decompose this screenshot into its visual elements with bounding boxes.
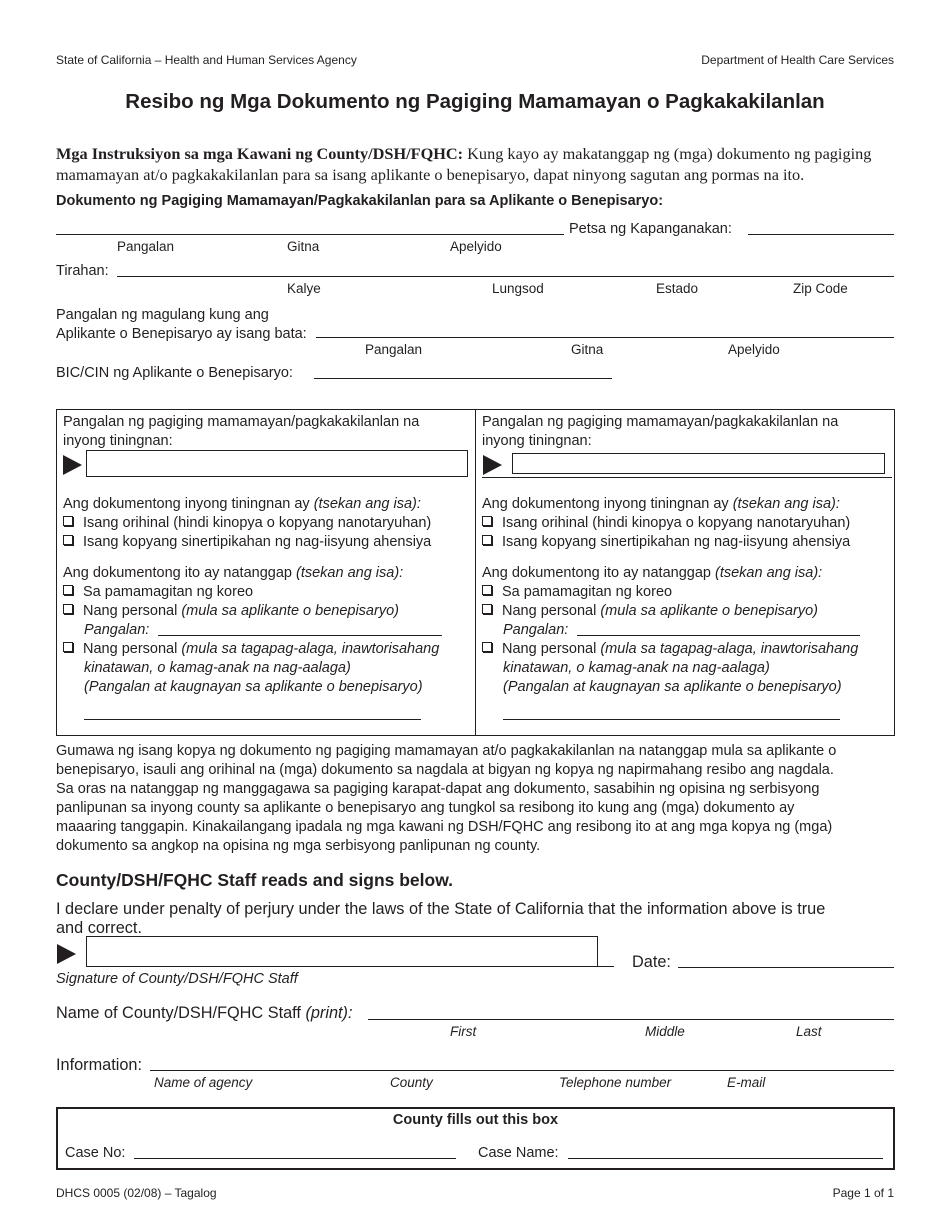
- info-sub-agency: Name of agency: [154, 1075, 253, 1090]
- personal-name-label-left: Pangalan:: [84, 622, 150, 638]
- staff-name-print: (print):: [305, 1004, 353, 1022]
- section-heading: Dokumento ng Pagiging Mamamayan/Pagkakakilanlan para sa Aplikante o Benepisaryo:: [56, 193, 664, 209]
- doc-name-label-right: [482, 413, 838, 451]
- option-personal2-right: Nang personal: [502, 641, 601, 657]
- date-label: Date:: [632, 953, 671, 971]
- case-no-field[interactable]: [134, 1158, 456, 1159]
- declaration-line-2: and correct.: [56, 919, 142, 937]
- info-sub-email: E-mail: [727, 1075, 766, 1090]
- case-name-field[interactable]: [568, 1158, 883, 1159]
- case-no-label: Case No:: [65, 1145, 126, 1161]
- instructions-text: Kung kayo ay makatanggap ng (mga) dokumento ng pagiging: [463, 144, 872, 163]
- doc-left-options: [63, 495, 439, 697]
- check-one-right: (tsekan ang isa):: [732, 496, 840, 512]
- caregiver-note-left-1: (mula sa tagapag-alaga, inawtorisahang: [181, 641, 440, 657]
- page-number: Page 1 of 1: [832, 1186, 894, 1200]
- doc-name-input-left[interactable]: [86, 450, 468, 477]
- staff-name-label: [56, 1004, 352, 1023]
- bic-label: BIC/CIN ng Aplikante o Benepisaryo:: [56, 365, 293, 381]
- checkbox-caregiver-right[interactable]: [482, 642, 492, 652]
- staff-name-sub-first: First: [450, 1024, 477, 1039]
- county-box-title: County fills out this box: [392, 1112, 559, 1128]
- doc-name-label-right-1: Pangalan ng pagiging mamamayan/pagkakakilanlan na: [482, 414, 839, 430]
- caregiver-note-right-3: (Pangalan at kaugnayan sa aplikante o benepisaryo): [503, 679, 842, 695]
- address-field[interactable]: [117, 276, 894, 277]
- bic-field[interactable]: [314, 378, 612, 379]
- doc-name-input-right[interactable]: [512, 453, 885, 474]
- viewed-prompt-right: Ang dokumentong inyong tiningnan ay: [482, 496, 733, 512]
- date-field[interactable]: [678, 967, 894, 968]
- info-sub-phone: Telephone number: [559, 1075, 672, 1090]
- staff-name-field[interactable]: [368, 1019, 894, 1020]
- address-sub-zip: Zip Code: [793, 281, 848, 296]
- staff-name-sub-middle: Middle: [645, 1024, 685, 1039]
- doc-name-label-right-2: inyong tiningnan:: [482, 433, 592, 449]
- arrow-icon: [57, 944, 76, 964]
- case-name-label: Case Name:: [478, 1145, 559, 1161]
- checkbox-certified-right[interactable]: [482, 535, 492, 545]
- body-line-5: maaaring tanggapin. Kinakailangang ipadala ng mga kawani ng DSH/FQHC ang resibong ito at ang mga kopya ng (mga): [56, 819, 833, 835]
- checkbox-certified-left[interactable]: [63, 535, 73, 545]
- check-one-left: (tsekan ang isa):: [313, 496, 421, 512]
- signature-label: Signature of County/DSH/FQHC Staff: [56, 971, 298, 987]
- doc-right-options: [482, 495, 858, 697]
- staff-name-label-text: Name of County/DSH/FQHC Staff: [56, 1004, 306, 1022]
- parent-label-2: Aplikante o Benepisaryo ay isang bata:: [56, 326, 307, 342]
- signature-underline: [86, 966, 614, 967]
- checkbox-original-right[interactable]: [482, 516, 492, 526]
- form-id: DHCS 0005 (02/08) – Tagalog: [56, 1186, 217, 1200]
- parent-sub-last: Apelyido: [728, 342, 780, 357]
- body-line-1: Gumawa ng isang kopya ng dokumento ng pagiging mamamayan at/o pagkakakilanlan na natanggap mula sa aplikante o: [56, 743, 837, 759]
- name-sub-last: Apelyido: [450, 239, 502, 254]
- declaration: [56, 900, 825, 938]
- documents-divider: [475, 409, 476, 736]
- parent-label-1: Pangalan ng magulang kung ang: [56, 307, 269, 323]
- address-sub-city: Lungsod: [492, 281, 544, 296]
- option-personal-right: Nang personal: [502, 603, 601, 619]
- personal-note-left: (mula sa aplikante o benepisaryo): [181, 603, 399, 619]
- info-field[interactable]: [150, 1070, 894, 1071]
- viewed-prompt-left: Ang dokumentong inyong tiningnan ay: [63, 496, 314, 512]
- info-sub-county: County: [390, 1075, 433, 1090]
- personal-name-field-left[interactable]: [158, 635, 442, 636]
- arrow-icon: [63, 455, 82, 475]
- check-one-left-2: (tsekan ang isa):: [295, 565, 404, 581]
- address-label: Tirahan:: [56, 263, 109, 279]
- instructions-text-2: mamamayan at/o pagkakakilanlan para sa isang aplikante o benepisaryo, dapat ninyong sagutan ang pormas na ito.: [56, 165, 805, 184]
- staff-name-sub-last: Last: [796, 1024, 822, 1039]
- staff-signature-input[interactable]: [86, 936, 598, 967]
- caregiver-note-right-2: kinatawan, o kamag-anak na nag-aalaga): [503, 660, 770, 676]
- parent-sub-first: Pangalan: [365, 342, 423, 357]
- option-certified-left: Isang kopyang sinertipikahan ng nag-iisyung ahensiya: [83, 534, 432, 550]
- address-sub-state: Estado: [656, 281, 699, 296]
- body-line-3: Sa oras na natanggap ng manggagawa sa pagiging karapat-dapat ang dokumento, sasabihin ng opisina ng serbisyong: [56, 781, 820, 797]
- doc-name-label-left-1: Pangalan ng pagiging mamamayan/pagkakakilanlan na: [63, 414, 420, 430]
- caregiver-note-left-2: kinatawan, o kamag-anak na nag-aalaga): [84, 660, 351, 676]
- received-prompt-right: Ang dokumentong ito ay natanggap: [482, 565, 715, 581]
- doc-name-underline-right: [482, 477, 892, 478]
- caregiver-note-left-3: (Pangalan at kaugnayan sa aplikante o benepisaryo): [84, 679, 423, 695]
- received-prompt-left: Ang dokumentong ito ay natanggap: [63, 565, 296, 581]
- caregiver-note-right-1: (mula sa tagapag-alaga, inawtorisahang: [600, 641, 859, 657]
- dob-label: Petsa ng Kapanganakan:: [569, 221, 732, 237]
- address-sub-street: Kalye: [287, 281, 321, 296]
- agency-header: State of California – Health and Human Services Agency: [56, 53, 357, 67]
- body-paragraph: [56, 742, 836, 856]
- checkbox-caregiver-left[interactable]: [63, 642, 73, 652]
- body-line-4: panlipunan sa inyong county sa aplikante o benepisaryo ang tungkol sa resibong ito kung ang (mga) dokumento ay: [56, 800, 795, 816]
- parent-name-field[interactable]: [316, 337, 894, 338]
- option-mail-right: Sa pamamagitan ng koreo: [502, 584, 673, 600]
- name-sub-middle: Gitna: [287, 239, 320, 254]
- instructions-bold: Mga Instruksiyon sa mga Kawani ng County/DSH/FQHC:: [56, 144, 464, 163]
- personal-name-field-right[interactable]: [577, 635, 860, 636]
- personal-note-right: (mula sa aplikante o benepisaryo): [600, 603, 818, 619]
- parent-sub-middle: Gitna: [571, 342, 604, 357]
- info-label: Information:: [56, 1056, 142, 1074]
- body-line-6: dokumento sa angkop na opisina ng mga serbisyong panlipunan ng county.: [56, 838, 541, 854]
- instructions: [56, 143, 906, 185]
- check-one-right-2: (tsekan ang isa):: [714, 565, 823, 581]
- doc-name-label-left: [63, 413, 419, 451]
- checkbox-personal-right[interactable]: [482, 604, 492, 614]
- checkbox-mail-right[interactable]: [482, 585, 492, 595]
- caregiver-field-right[interactable]: [503, 719, 840, 720]
- checkbox-mail-left[interactable]: [63, 585, 73, 595]
- page-title: Resibo ng Mga Dokumento ng Pagiging Mamamayan o Pagkakakilanlan: [125, 90, 825, 113]
- caregiver-field-left[interactable]: [84, 719, 421, 720]
- staff-heading: County/DSH/FQHC Staff reads and signs below.: [56, 870, 454, 890]
- option-personal-left: Nang personal: [83, 603, 182, 619]
- name-sub-first: Pangalan: [117, 239, 175, 254]
- checkbox-personal-left[interactable]: [63, 604, 73, 614]
- parent-label: [56, 306, 307, 344]
- option-original-right: Isang orihinal (hindi kinopya o kopyang nanotaryuhan): [502, 515, 851, 531]
- option-original-left: Isang orihinal (hindi kinopya o kopyang nanotaryuhan): [83, 515, 432, 531]
- body-line-2: benepisaryo, isauli ang orihinal na (mga) dokumento sa nagdala at bigyan ng kopya ng napirmahang resibo ang nagdala.: [56, 762, 834, 778]
- department-header: Department of Health Care Services: [701, 53, 894, 67]
- doc-name-label-left-2: inyong tiningnan:: [63, 433, 173, 449]
- option-mail-left: Sa pamamagitan ng koreo: [83, 584, 254, 600]
- personal-name-label-right: Pangalan:: [503, 622, 569, 638]
- option-certified-right: Isang kopyang sinertipikahan ng nag-iisyung ahensiya: [502, 534, 851, 550]
- checkbox-original-left[interactable]: [63, 516, 73, 526]
- arrow-icon: [483, 455, 502, 475]
- dob-field[interactable]: [748, 234, 894, 235]
- declaration-line-1: I declare under penalty of perjury under the laws of the State of California that the information above is true: [56, 900, 826, 918]
- option-personal2-left: Nang personal: [83, 641, 182, 657]
- applicant-name-field[interactable]: [56, 234, 564, 235]
